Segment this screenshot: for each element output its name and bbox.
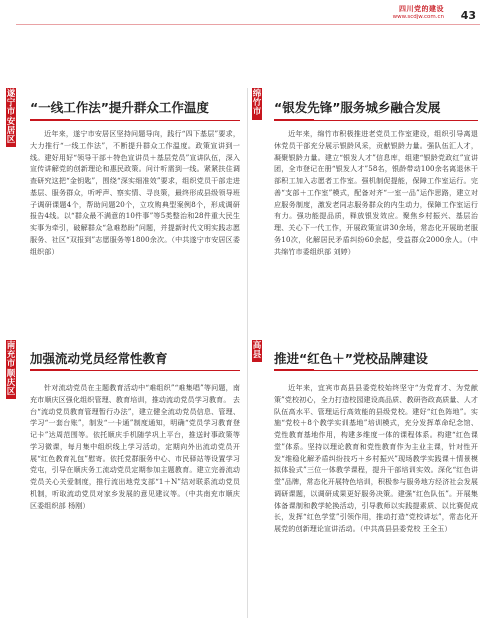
region-tag-anju: 遂 宁 市 安 居 区 — [6, 88, 16, 147]
magazine-title: 四川党的建设 — [399, 5, 444, 13]
article-title: “一线工作法”提升群众工作温度 — [30, 100, 209, 115]
title-rule — [274, 120, 478, 121]
article-body: 近年来，宜宾市高县县委党校始终坚守“为党育才、为党献策”党校初心，全力打造校园建设高品质、教研咨政高质量、人才队伍高水平、管理运行高效能的县级党校。建好“红色阵地”。实施“党校＋8个教学实训基地”培训模式，充分发挥革命纪念馆、党性教育基地作用，构建多维度一体的课程体系。构建“红色课堂”体系。坚持以理论教育和党性教育作为主业主课，针对性开发“维稳化解矛盾纠纷技巧＋乡村振兴”现场教学实践课＋情景模拟体验式”三位一体教学课程，提升干部培训实效。深化“红色讲堂”品牌，常态化开展特色培训，积极参与服务地方经济社会发展调研课题，以调研成果更好服务决策。建强“红色队伍”。开展集体备课制和教学轮换活动，引导教师以实践提素质、以比赛促成长，发挥“红色学堂”引领作用，推动打造“党校讲坛”，常态化开展党的创新理论宣讲活动。（中共高县县委党校 王全玉） — [274, 383, 478, 533]
region-tag-shunqing: 南 充 市 顺 庆 区 — [6, 340, 16, 399]
header-rule — [16, 24, 480, 25]
article-body: 近年来，遂宁市安居区坚持问题导向，践行“四下基层”要求，大力推行“一线工作法”，不断提升群众工作温度。政策宣讲到一线。建好用好“领导干部＋特色宣讲员＋基层党员”宣讲队伍，深入宣传讲解党的创新理论和惠民政策。问计听需到一线。紧紧扶住调查研究这把“金钥匙”，围绕“深实细准效”要求，组织党员干部走进基层、服务群众，听呼声、察实情、寻良策，最终形成县级领导班子调研课题4个，帮助问题20个，立攻购典型案例8个，形成调研报告4线。以“群众最不满意的10件事”等5类整治和28件重大民生实事为牵引，破解群众“急难愁盼”问题，并提新时代文明实践志愿服务、社区“双报到”志愿服务等1800余次。（中共遂宁市安居区委组织部） — [30, 129, 240, 256]
magazine-url[interactable]: www.scdjw.com.cn — [392, 14, 444, 20]
article-title: 推进“红色＋”党校品牌建设 — [274, 351, 428, 366]
title-rule — [274, 370, 478, 371]
region-tag-mianzhu: 绵 竹 市 — [252, 88, 262, 120]
region-tag-gaoxian: 高 县 — [252, 340, 262, 362]
title-rule — [30, 120, 240, 121]
page-number: 43 — [460, 9, 476, 22]
title-rule — [30, 370, 240, 371]
column-divider — [247, 88, 248, 618]
article-title: “银发先锋”服务城乡融合发展 — [274, 100, 441, 115]
page-header — [0, 0, 496, 26]
article-body: 针对流动党员在主题教育活动中“难组织”“难集唱”等问题，南充市顺庆区强化组织管理、教育培训，推动流动党员学习教育。 去台“流动党员教育管理暂行办法”，建立健全流动党员信息、管理、学习“一套台账”，制发“一卡通”制度通知，明确“党员学习教育登记卡”达周范围等。依托顺庆手机随学巩上平台，推送时事政策等学习微课，每月集中组织线上学习活动，定期向外出流动党员开展“红色教育礼包”慰寄。依托党群服务中心、市民驿站等设置学习党屯，引导在顺庆务工流动党员定期参加主题教育。建立完善流动党员关心关爱制度，推行流出地党支部“1＋N”结对联系流动党员机制，听取流动党员对家乡发展的意见建议等。（中共南充市顺庆区委组织部 杨刚） — [30, 383, 240, 510]
article-title: 加强流动党员经常性教育 — [30, 351, 168, 366]
article-body: 近年来，绵竹市积极推进老党员工作室建设，组织引导离退休党员干部充分展示银龄风采，贡献银龄力量。强队伍汇人才，凝聚银龄力量。建立“银发人才”信息库，组建“银龄党政红”宣讲团，全市登记在册“银发人才”58名，银龄带动100余名离退休干部积工加入志愿者工作室。强机制促提能，保障工作室运行。完善“支部＋工作室”模式，配备对齐“一室一品”运作思路，建立对应服务制度，激发老同志服务群众的内生动力，保障工作室运行有力。强功能提品质，释放银发效应。聚焦乡村振兴、基层治理、关心下一代工作，开展政策宣讲30余场，常态化开展助老服务10次，化解居民矛盾纠纷60余起，受益群众2000余人。（中共绵竹市委组织部 刘婷） — [274, 129, 478, 256]
